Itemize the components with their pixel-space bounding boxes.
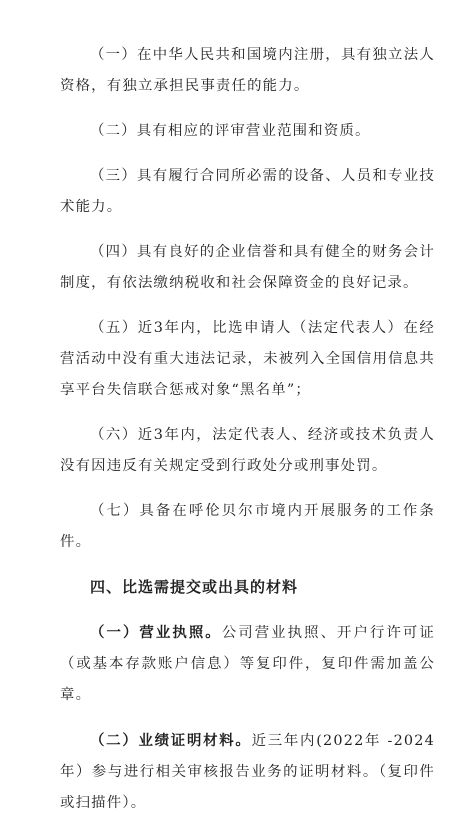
qualification-item-4: （四）具有良好的企业信誉和具有健全的财务会计制度，有依法缴纳税收和社会保障资金的良好记录。	[60, 244, 435, 291]
section-heading: 四、比选需提交或出具的材料	[90, 578, 299, 596]
material-item-1	[60, 617, 435, 711]
material-item-2	[60, 725, 435, 819]
qualification-item-3: （三）具有履行合同所必需的设备、人员和专业技术能力。	[60, 168, 435, 215]
qualification-item-1: （一）在中华人民共和国境内注册，具有独立法人资格，有独立承担民事责任的能力。	[60, 47, 435, 94]
qualification-item-7: （七）具备在呼伦贝尔市境内开展服务的工作条件。	[60, 503, 435, 550]
material-item-2-title: （二）业绩证明材料。	[90, 732, 252, 749]
material-item-1-text: 公司营业执照、开户行许可证（或基本存款账户信息）等复印件，复印件需加盖公章。	[60, 625, 435, 703]
material-item-1-title: （一）营业执照。	[90, 624, 222, 641]
qualification-item-5: （五）近3年内，比选申请人（法定代表人）在经营活动中没有重大违法记录，未被列入全国信用信息共享平台失信联合惩戒对象“黑名单”；	[60, 320, 435, 398]
qualification-item-6: （六）近3年内，法定代表人、经济或技术负责人没有因违反有关规定受到行政处分或刑事处罚。	[60, 427, 435, 474]
qualification-item-2: （二）具有相应的评审营业范围和资质。	[90, 123, 371, 139]
material-item-2-text: 近三年内(2022年 -2024年）参与进行相关审核报告业务的证明材料。（复印件或扫描件）。	[60, 733, 435, 811]
